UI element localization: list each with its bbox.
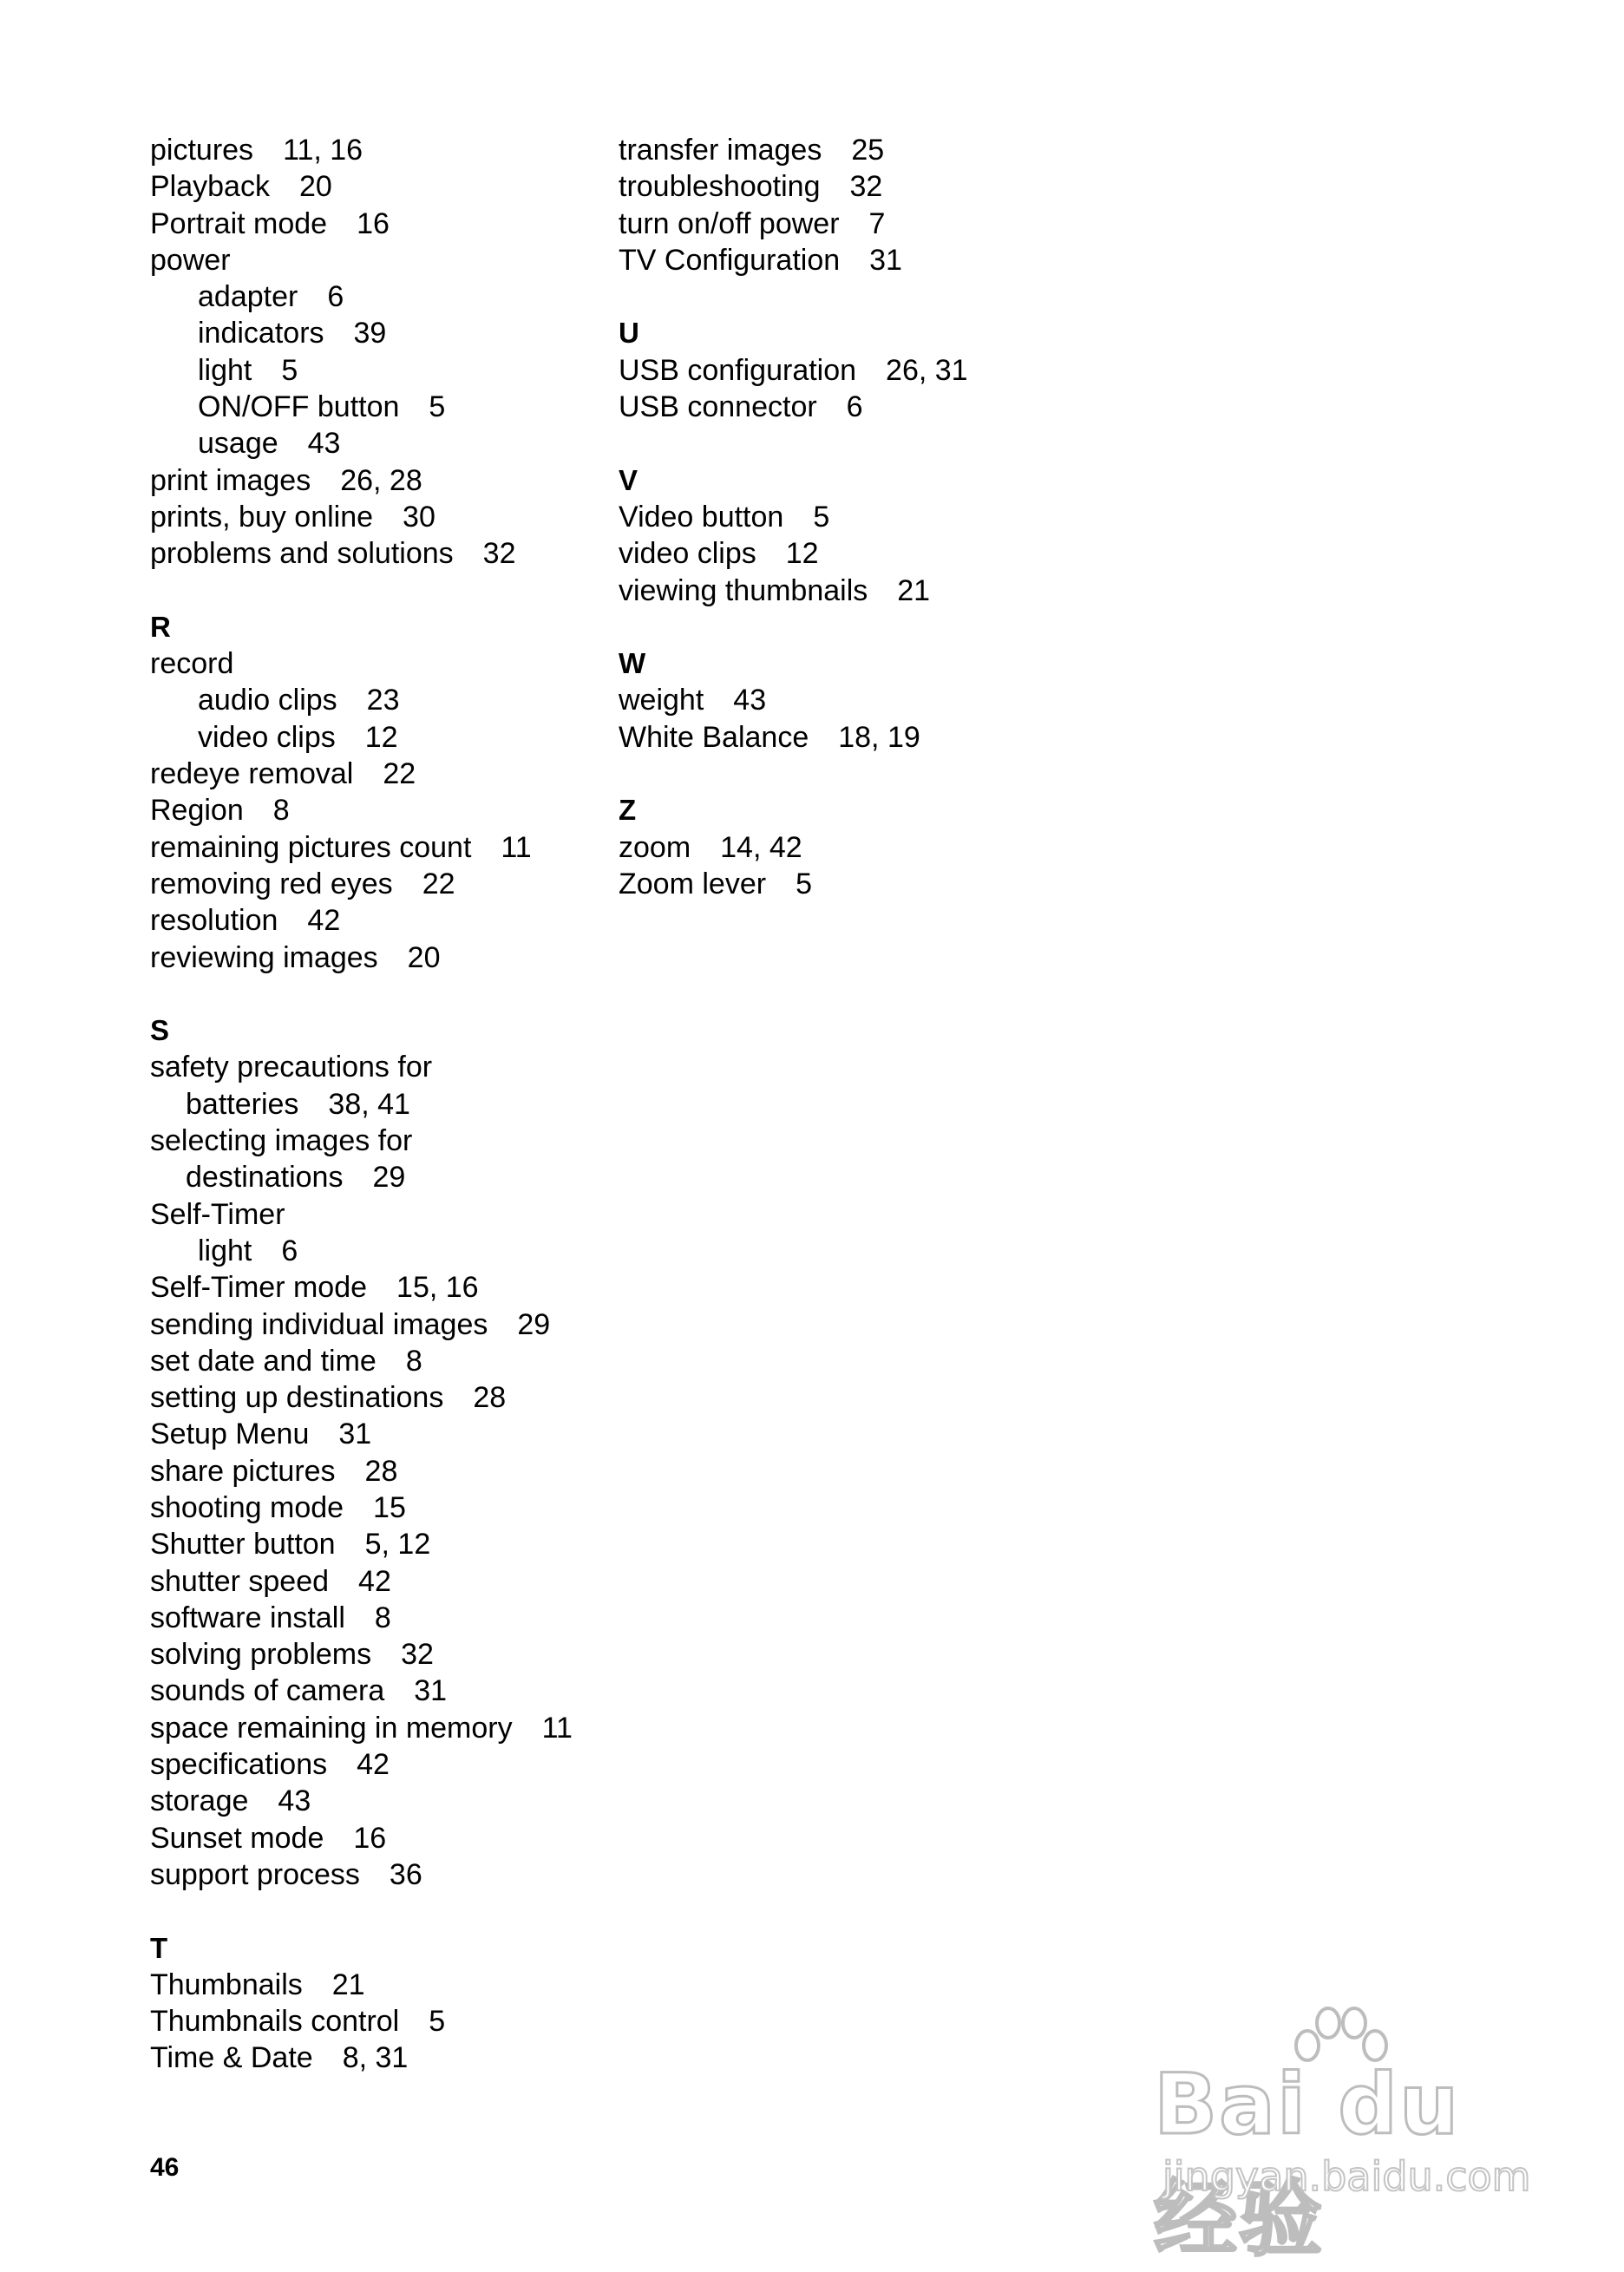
index-page-ref: 11 — [541, 1711, 573, 1745]
index-page-ref: 28 — [473, 1381, 507, 1415]
index-term: specifications — [150, 1748, 328, 1782]
index-page-ref: 14, 42 — [720, 830, 802, 864]
index-page-ref: 42 — [358, 1564, 391, 1598]
index-page-ref: 5, 12 — [364, 1528, 431, 1562]
index-term: Sunset mode — [150, 1821, 324, 1855]
index-page-ref: 16 — [353, 1821, 387, 1855]
index-entry — [150, 1526, 601, 1562]
index-entry — [150, 206, 601, 242]
index-term: problems and solutions — [150, 537, 454, 571]
index-entry — [150, 535, 601, 572]
index-entry — [150, 1490, 601, 1526]
index-entry — [619, 352, 1139, 389]
index-entry — [150, 462, 601, 499]
index-term: indicators — [198, 317, 324, 350]
index-page-ref: 6 — [846, 390, 863, 424]
index-page-ref: 31 — [414, 1674, 448, 1708]
index-subentry — [150, 682, 601, 718]
index-page-ref: 7 — [868, 206, 886, 240]
index-page-ref: 11, 16 — [283, 134, 363, 167]
index-entry — [150, 1086, 601, 1123]
index-term: troubleshooting — [619, 170, 821, 204]
index-entry — [150, 792, 601, 828]
index-entry — [619, 573, 1139, 609]
index-term: software install — [150, 1601, 345, 1634]
index-entry — [150, 940, 601, 976]
index-page-ref: 39 — [353, 317, 387, 350]
index-entry — [150, 1967, 601, 2003]
index-term: prints, buy online — [150, 500, 374, 534]
index-entry — [150, 1673, 601, 1709]
index-entry — [150, 829, 601, 866]
index-subentry — [150, 425, 601, 462]
index-entry — [150, 242, 601, 278]
index-page-ref: 22 — [422, 867, 455, 900]
page-number: 46 — [150, 2153, 180, 2182]
index-entry — [150, 1416, 601, 1452]
index-page-ref: 5 — [813, 500, 830, 534]
index-entry — [619, 866, 1139, 902]
index-term: safety precautions for — [150, 1051, 433, 1084]
index-term: Self-Timer — [150, 1197, 285, 1231]
index-page-ref: 8 — [405, 1344, 422, 1378]
index-page-ref: 43 — [307, 427, 341, 461]
index-entry — [150, 1746, 601, 1783]
index-entry — [150, 1820, 601, 1856]
index-page-ref: 25 — [851, 134, 885, 167]
index-page-ref: 5 — [796, 867, 812, 900]
watermark-url: jingyan.baidu.com — [1162, 2153, 1531, 2200]
index-entry — [150, 168, 601, 205]
index-entry — [150, 499, 601, 535]
index-term: transfer images — [619, 134, 822, 167]
index-page-ref: 31 — [338, 1418, 372, 1451]
index-page-ref: 8 — [272, 794, 290, 828]
index-term: Setup Menu — [150, 1418, 310, 1451]
index-section-letter: V — [619, 463, 638, 496]
index-term: Video button — [619, 500, 784, 534]
index-term: ON/OFF button — [198, 390, 400, 424]
index-term: USB connector — [619, 390, 817, 424]
index-term: share pictures — [150, 1454, 336, 1488]
index-term: selecting images for — [150, 1124, 413, 1158]
index-page-ref: 43 — [733, 684, 767, 717]
index-entry — [619, 242, 1139, 278]
index-term: sounds of camera — [150, 1674, 385, 1708]
index-term: White Balance — [619, 720, 809, 754]
index-term: set date and time — [150, 1344, 377, 1378]
index-term: USB configuration — [619, 353, 857, 387]
index-page-ref: 6 — [327, 280, 344, 314]
index-term: adapter — [198, 280, 298, 314]
index-section-letter: R — [150, 610, 171, 643]
index-subentry — [150, 719, 601, 756]
index-entry — [150, 1636, 601, 1673]
index-term: Thumbnails control — [150, 2005, 400, 2039]
index-term: Zoom lever — [619, 867, 767, 900]
index-entry — [619, 535, 1139, 572]
index-term: solving problems — [150, 1638, 372, 1672]
index-term: remaining pictures count — [150, 830, 472, 864]
index-term: weight — [619, 684, 704, 717]
index-page-ref: 22 — [383, 757, 416, 791]
index-term: sending individual images — [150, 1307, 488, 1341]
index-term: storage — [150, 1784, 249, 1818]
index-entry — [150, 1379, 601, 1416]
index-term: setting up destinations — [150, 1381, 444, 1415]
index-entry — [150, 1123, 601, 1159]
index-entry — [150, 1856, 601, 1893]
index-term: zoom — [619, 830, 691, 864]
index-entry — [150, 1453, 601, 1490]
index-entry — [150, 1563, 601, 1600]
index-term: destinations — [186, 1161, 344, 1195]
index-page-ref: 36 — [389, 1857, 422, 1891]
index-page-ref: 43 — [278, 1784, 311, 1818]
index-entry — [619, 389, 1139, 425]
index-term: reviewing images — [150, 940, 378, 974]
index-term: light — [198, 353, 252, 387]
index-entry — [150, 1049, 601, 1085]
index-term: print images — [150, 463, 311, 497]
index-entry — [150, 1269, 601, 1306]
index-term: Self-Timer mode — [150, 1271, 368, 1305]
index-page-ref: 15 — [373, 1490, 406, 1524]
index-page-ref: 12 — [364, 720, 398, 754]
index-section-letter: Z — [619, 794, 637, 827]
index-term: pictures — [150, 134, 254, 167]
index-entry — [150, 645, 601, 682]
index-page-ref: 12 — [785, 537, 819, 571]
baidu-watermark — [1154, 2004, 1536, 2268]
index-term: Shutter button — [150, 1528, 336, 1562]
index-page-ref: 29 — [372, 1161, 406, 1195]
index-column-right — [619, 132, 1139, 902]
index-page-ref: 32 — [849, 170, 883, 204]
index-page-ref: 16 — [357, 206, 390, 240]
index-entry — [150, 1710, 601, 1746]
index-term: Thumbnails — [150, 1968, 303, 2001]
index-section-letter: W — [619, 647, 646, 680]
index-term: Portrait mode — [150, 206, 328, 240]
index-page-ref: 6 — [281, 1234, 298, 1267]
index-term: shutter speed — [150, 1564, 330, 1598]
index-entry — [150, 1600, 601, 1636]
index-term: resolution — [150, 904, 278, 938]
index-entry — [619, 132, 1139, 168]
index-term: usage — [198, 427, 278, 461]
index-term: record — [150, 647, 234, 681]
index-page-ref: 8, 31 — [342, 2041, 409, 2075]
index-entry — [150, 1306, 601, 1343]
index-page-ref: 42 — [357, 1748, 390, 1782]
index-page-ref: 5 — [429, 390, 446, 424]
index-subentry — [150, 352, 601, 389]
index-entry — [619, 499, 1139, 535]
index-page-ref: 20 — [407, 940, 441, 974]
index-page-ref: 28 — [364, 1454, 398, 1488]
index-entry — [619, 829, 1139, 866]
index-term: turn on/off power — [619, 206, 840, 240]
index-page-ref: 21 — [331, 1968, 365, 2001]
index-entry — [150, 756, 601, 792]
index-term: Playback — [150, 170, 270, 204]
index-term: video clips — [198, 720, 336, 754]
index-page-ref: 21 — [897, 573, 931, 607]
index-term: light — [198, 1234, 252, 1267]
index-entry — [150, 866, 601, 902]
index-subentry — [150, 1233, 601, 1269]
index-term: redeye removal — [150, 757, 354, 791]
index-page-ref: 26, 28 — [340, 463, 422, 497]
watermark-logo: Bai du 经验 — [1154, 2056, 1461, 2268]
index-page-ref: 42 — [307, 904, 341, 938]
index-term: power — [150, 243, 231, 277]
index-page-ref: 26, 31 — [886, 353, 968, 387]
index-entry — [150, 902, 601, 939]
index-page-ref: 38, 41 — [328, 1087, 410, 1121]
index-entry — [619, 682, 1139, 718]
index-term: viewing thumbnails — [619, 573, 868, 607]
index-subentry — [150, 389, 601, 425]
index-section-letter: S — [150, 1014, 170, 1047]
index-term: support process — [150, 1857, 360, 1891]
index-page-ref: 31 — [869, 243, 902, 277]
index-page-ref: 5 — [429, 2005, 446, 2039]
index-page-ref: 23 — [366, 684, 400, 717]
index-subentry — [150, 315, 601, 351]
index-entry — [150, 1783, 601, 1819]
index-page-ref: 32 — [482, 537, 516, 571]
index-page-ref: 11 — [501, 830, 532, 864]
index-term: removing red eyes — [150, 867, 393, 900]
index-term: space remaining in memory — [150, 1711, 513, 1745]
index-entry — [150, 1343, 601, 1379]
index-page-ref: 32 — [401, 1638, 434, 1672]
index-page-ref: 15, 16 — [396, 1271, 479, 1305]
index-term: TV Configuration — [619, 243, 841, 277]
index-entry — [619, 206, 1139, 242]
index-subentry — [150, 278, 601, 315]
index-entry — [150, 132, 601, 168]
index-entry — [150, 2003, 601, 2040]
index-page-ref: 20 — [298, 170, 332, 204]
index-page-ref: 5 — [281, 353, 298, 387]
index-entry — [150, 1196, 601, 1233]
index-term: Time & Date — [150, 2041, 313, 2075]
index-page-ref: 30 — [403, 500, 435, 534]
index-section-letter: T — [150, 1931, 168, 1964]
index-entry — [619, 168, 1139, 205]
index-term: Region — [150, 794, 244, 828]
index-term: video clips — [619, 537, 756, 571]
index-term: batteries — [186, 1087, 299, 1121]
index-entry — [150, 2040, 601, 2076]
index-section-letter: U — [619, 317, 639, 350]
index-column-left — [150, 132, 601, 2077]
index-page-ref: 29 — [517, 1307, 551, 1341]
index-term: audio clips — [198, 684, 337, 717]
index-page-ref: 18, 19 — [838, 720, 920, 754]
index-page-ref: 8 — [374, 1601, 391, 1634]
index-entry — [150, 1159, 601, 1195]
index-term: shooting mode — [150, 1490, 344, 1524]
index-entry — [619, 719, 1139, 756]
